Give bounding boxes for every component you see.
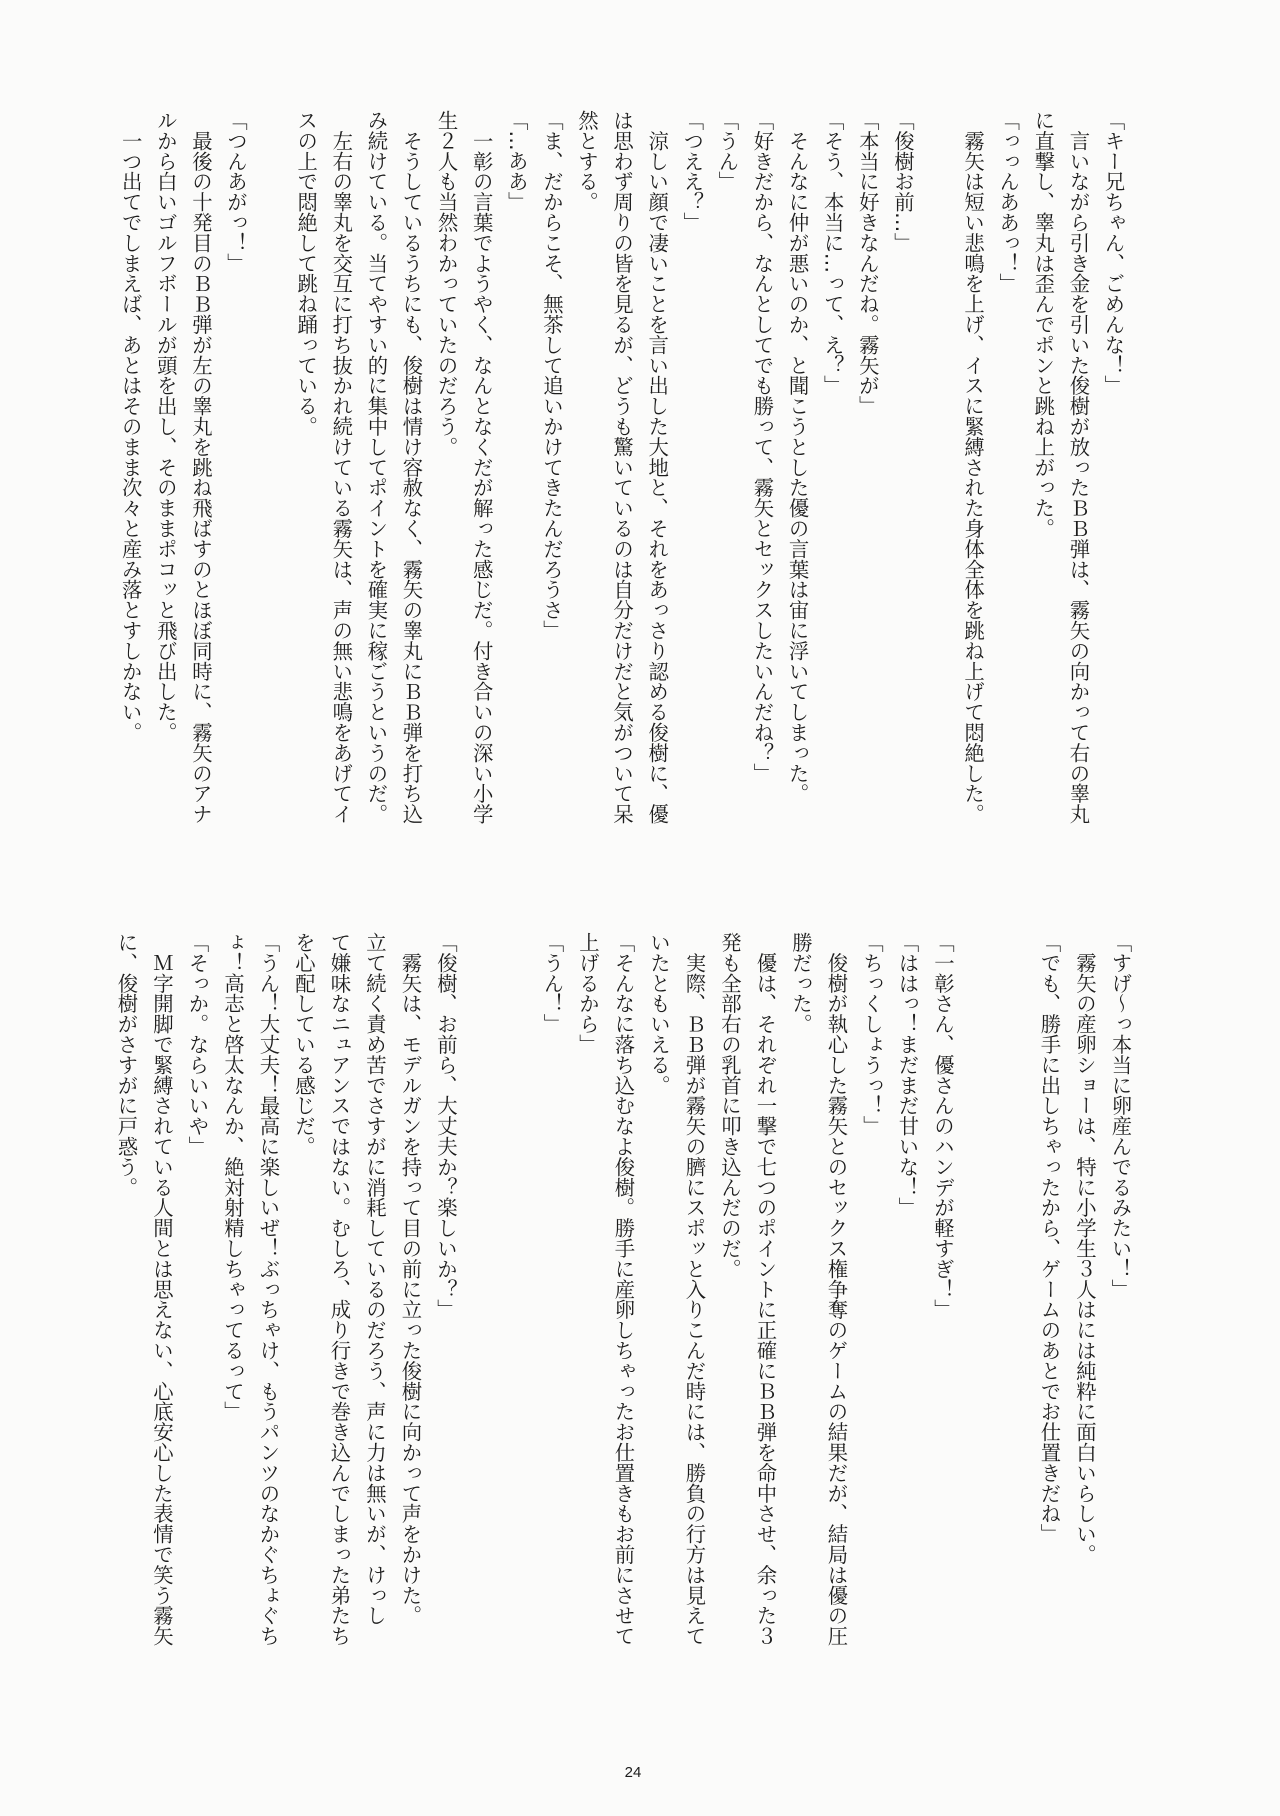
text-column: 「そんなに落ち込むなよ俊樹。勝手に産卵しちゃったお仕置きもお前にさせて (611, 932, 636, 1646)
text-column: 「一彰さん、優さんのハンデが軽すぎ！」 (931, 932, 955, 1320)
text-column: 霧矢は短い悲鳴を上げ、イスに緊縛された身体全体を跳ね上げて悶絶した。 (961, 110, 986, 824)
text-column: 「つんあがっ！」 (224, 110, 248, 274)
text-column: そうしているうちにも、俊樹は情け容赦なく、霧矢の睾丸にＢＢ弾を打ち込 (399, 110, 424, 824)
text-column: 「ま、だからこそ、無茶して追いかけてきたんだろうさ」 (539, 110, 564, 641)
text-column: 「…ああ」 (504, 110, 529, 212)
text-column: スの上で悶絶して跳ね踊っている。 (294, 110, 319, 437)
text-column: は思わず周りの皆を見るが、どうも驚いているのは自分だけだと気がついて呆 (610, 110, 635, 824)
text-column: いたともいえる。 (647, 932, 671, 1096)
text-block-bottom (0, 932, 1280, 1662)
text-column: 「うん！」 (540, 932, 565, 1034)
text-column: そんなに仲が悪いのか、と聞こうとした優の言葉は宙に浮いてしまった。 (785, 110, 810, 804)
text-column: 上げるから」 (576, 932, 600, 1055)
text-column: 「ははっ！まだまだ甘いな！」 (895, 932, 920, 1218)
text-column: 「好きだから、なんとしてでも勝って、霧矢とセックスしたいんだね？」 (750, 110, 775, 784)
text-column: 優は、それぞれ一撃で七つのポイントに正確にＢＢ弾を命中させ、余った３ (753, 932, 778, 1646)
text-column: 「ちっくしょうっ！」 (860, 932, 884, 1136)
text-column: 左右の睾丸を交互に打ち抜かれ続けている霧矢は、声の無い悲鳴をあげてイ (329, 110, 354, 824)
text-column: 霧矢の産卵ショーは、特に小学生３人はには純粋に面白いらしい。 (1073, 932, 1097, 1565)
text-column: 然とする。 (575, 110, 599, 212)
text-column: 実際、ＢＢ弾が霧矢の臍にスポッと入りこんだ時には、勝負の行方は見えて (682, 932, 707, 1646)
text-column: ょ！高志と啓太なんか、絶対射精しちゃってるって」 (221, 932, 245, 1422)
text-column: 「そっか。ならいいや」 (185, 932, 210, 1157)
text-column: 「うん」 (715, 110, 740, 192)
text-column: 言いながら引き金を引いた俊樹が放ったＢＢ弾は、霧矢の向かって右の睾丸 (1066, 110, 1091, 824)
text-column: 「でも、勝手に出しちゃったから、ゲームのあとでお仕置きだね」 (1037, 932, 1062, 1544)
text-column (996, 932, 1031, 1662)
text-column: に、俊樹がさすがに戸惑う。 (114, 932, 139, 1198)
text-column: て嫌味なニュアンスではない。むしろ、成り行きで巻き込んでしまった弟たち (327, 932, 352, 1646)
text-column: 「すげ～っ本当に卵産んでるみたい！」 (1108, 932, 1133, 1300)
text-column (464, 932, 499, 1662)
text-column: 立て続く責め苦でさすがに消耗しているのだろう、声に力は無いが、けっし (363, 932, 387, 1626)
text-column (961, 932, 996, 1662)
text-column: 最後の十発目のＢＢ弾が左の睾丸を跳ね飛ばすのとほぼ同時に、霧矢のアナ (188, 110, 213, 824)
text-column (920, 110, 955, 840)
text-column: 「うん！大丈夫！最高に楽しいぜ！ぶっちゃけ、もうパンツのなかぐちょぐち (256, 932, 281, 1646)
text-column: 「俊樹、お前ら、大丈夫か？楽しいか？」 (434, 932, 458, 1320)
text-column: 生２人も当然わかっていたのだろう。 (434, 110, 459, 457)
text-column: Ｍ字開脚で緊縛されている人間とは思えない、心底安心した表情で笑う霧矢 (150, 932, 174, 1646)
text-column: 涼しい顔で凄いことを言い出した大地と、それをあっさり認める俊樹に、優 (645, 110, 670, 824)
text-column: 一彰の言葉でようやく、なんとなくだが解った感じだ。付き合いの深い小学 (469, 110, 494, 824)
text-column: み続けている。当てやすい的に集中してポイントを確実に稼ごうというのだ。 (364, 110, 389, 824)
text-column: 一つ出てでしまえば、あとはそのまま次々と産み落とすしかない。 (118, 110, 143, 743)
text-column: 「っっんああっ！」 (996, 110, 1021, 294)
text-column: 「本当に好きなんだね。霧矢が」 (855, 110, 880, 416)
text-column: 霧矢は、モデルガンを持って目の前に立った俊樹に向かって声をかけた。 (398, 932, 423, 1626)
text-column: 「つええ？」 (680, 110, 705, 233)
text-column: 「そう、本当に…って、え？」 (820, 110, 845, 396)
text-column: ルから白いゴルフボールが頭を出し、そのままポコッと飛び出した。 (153, 110, 178, 743)
text-block-top (0, 110, 1280, 840)
text-column: 「キー兄ちゃん、ごめんな！」 (1101, 110, 1126, 396)
text-column: 発も全部右の乳首に叩き込んだのだ。 (718, 932, 742, 1279)
text-column (499, 932, 534, 1662)
text-column: に直撃し、睾丸は歪んでポンと跳ね上がった。 (1031, 110, 1056, 539)
text-column: 勝だった。 (789, 932, 813, 1034)
text-column: 俊樹が執心した霧矢とのセックス権争奪のゲームの結果だが、結局は優の圧 (824, 932, 849, 1646)
text-column (253, 110, 288, 840)
text-column: 「俊樹お前…」 (890, 110, 915, 253)
page-number: 24 (624, 1764, 642, 1781)
text-column: を心配している感じだ。 (292, 932, 316, 1157)
